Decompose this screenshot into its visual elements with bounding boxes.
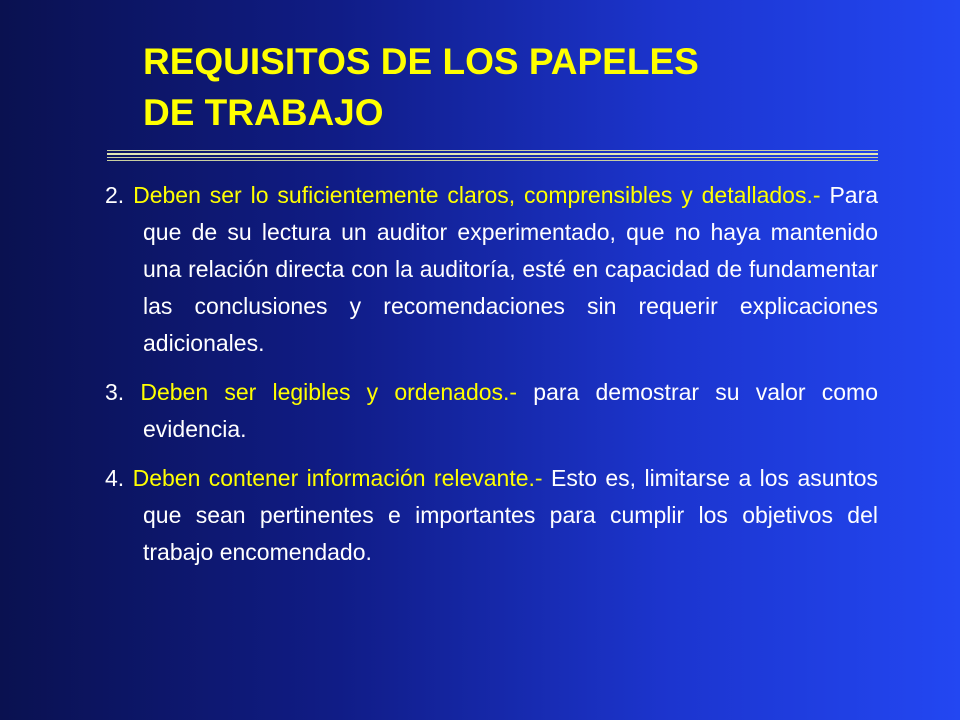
item-heading: Deben contener información relevante.-	[132, 465, 543, 491]
item-body: Esto es, limitarse a los asuntos que sean pertinentes e importantes para cumplir los objetivos del trabajo encomendado.	[143, 465, 879, 565]
title-line-1: REQUISITOS DE LOS PAPELES	[143, 41, 699, 82]
title-divider	[107, 150, 878, 161]
requirement-item-4	[105, 460, 878, 571]
item-number: 3.	[105, 379, 125, 405]
item-body: para demostrar su valor como evidencia.	[143, 379, 878, 442]
item-heading: Deben ser legibles y ordenados.-	[140, 379, 518, 405]
item-body: Para que de su lectura un auditor experimentado, que no haya mantenido una relación directa con la auditoría, esté en capacidad de fundamentar las conclusiones y recomendaciones sin requerir explicaciones adicionales.	[143, 182, 879, 356]
item-heading: Deben ser lo suficientemente claros, comprensibles y detallados.-	[133, 182, 821, 208]
requirements-list	[105, 177, 878, 571]
title-line-2: DE TRABAJO	[143, 92, 384, 133]
item-number: 4.	[105, 465, 125, 491]
requirement-item-3	[105, 374, 878, 448]
slide-title	[143, 36, 863, 138]
item-number: 2.	[105, 182, 125, 208]
requirement-item-2	[105, 177, 878, 362]
